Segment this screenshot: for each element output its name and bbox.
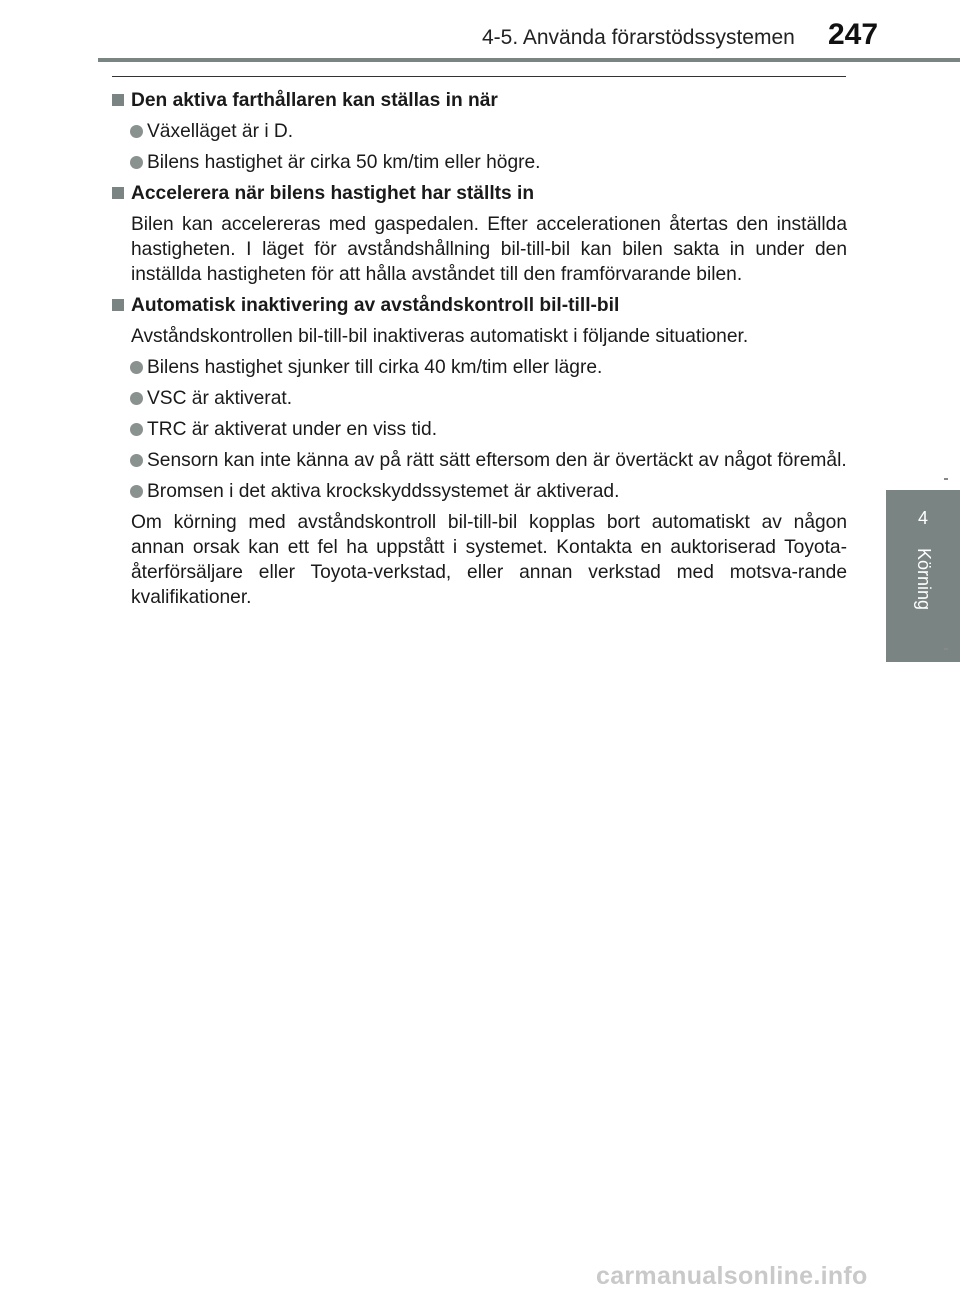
list-item-text: Bilens hastighet är cirka 50 km/tim eller högre. (147, 152, 541, 173)
list-item (112, 479, 847, 504)
top-divider (112, 76, 846, 77)
round-bullet-icon (130, 454, 143, 467)
heading-text: Den aktiva farthållaren kan ställas in när (131, 90, 498, 111)
page-content (112, 88, 847, 616)
chapter-number: 4 (917, 508, 928, 528)
section-heading (112, 88, 847, 113)
section-heading (112, 293, 847, 318)
edge-mark (944, 648, 948, 650)
page-header (0, 0, 960, 70)
round-bullet-icon (130, 392, 143, 405)
list-item-text: TRC är aktiverat under en viss tid. (147, 419, 438, 440)
round-bullet-icon (130, 361, 143, 374)
list-item (112, 386, 847, 411)
chapter-label: Körning (914, 548, 934, 611)
list-item-text: Bromsen i det aktiva krockskyddssystemet är aktiverad. (147, 481, 620, 502)
chapter-tab (886, 490, 960, 662)
list-item-text: Sensorn kan inte känna av på rätt sätt eftersom den är övertäckt av något föremål. (147, 450, 847, 471)
page-number: 247 (828, 18, 879, 51)
round-bullet-icon (130, 423, 143, 436)
heading-text: Automatisk inaktivering av avståndskontroll bil-till-bil (131, 295, 620, 316)
list-item (112, 355, 847, 380)
square-bullet-icon (112, 299, 124, 311)
square-bullet-icon (112, 187, 124, 199)
list-item (112, 448, 847, 473)
round-bullet-icon (130, 125, 143, 138)
watermark: carmanualsonline.info (596, 1262, 868, 1290)
square-bullet-icon (112, 94, 124, 106)
paragraph: Om körning med avståndskontroll bil-till-bil kopplas bort automatiskt av någon annan orsak kan ett fel ha uppstått i systemet. Kontakta en auktoriserad Toyota-återförsäljare eller Toyota-verkstad, eller annan verkstad med motsva-rande kvalifikationer. (131, 512, 847, 608)
list-item (112, 150, 847, 175)
list-item (112, 417, 847, 442)
list-item-text: VSC är aktiverat. (147, 388, 293, 409)
section-heading (112, 181, 847, 206)
paragraph: Bilen kan accelereras med gaspedalen. Efter accelerationen återtas den inställda hastigheten. I läget för avståndshållning bil-till-bil kan bilen sakta in under den inställda hastigheten för att hålla avståndet till den framförvarande bilen. (131, 214, 847, 285)
edge-mark (944, 478, 948, 480)
heading-text: Accelerera när bilens hastighet har ställts in (131, 183, 535, 204)
list-item-text: Växelläget är i D. (147, 121, 294, 142)
round-bullet-icon (130, 485, 143, 498)
paragraph: Avståndskontrollen bil-till-bil inaktiveras automatiskt i följande situationer. (131, 326, 749, 347)
list-item (112, 119, 847, 144)
section-title: 4-5. Använda förarstödssystemen (482, 26, 795, 49)
header-bar (98, 58, 960, 62)
round-bullet-icon (130, 156, 143, 169)
list-item-text: Bilens hastighet sjunker till cirka 40 km/tim eller lägre. (147, 357, 603, 378)
